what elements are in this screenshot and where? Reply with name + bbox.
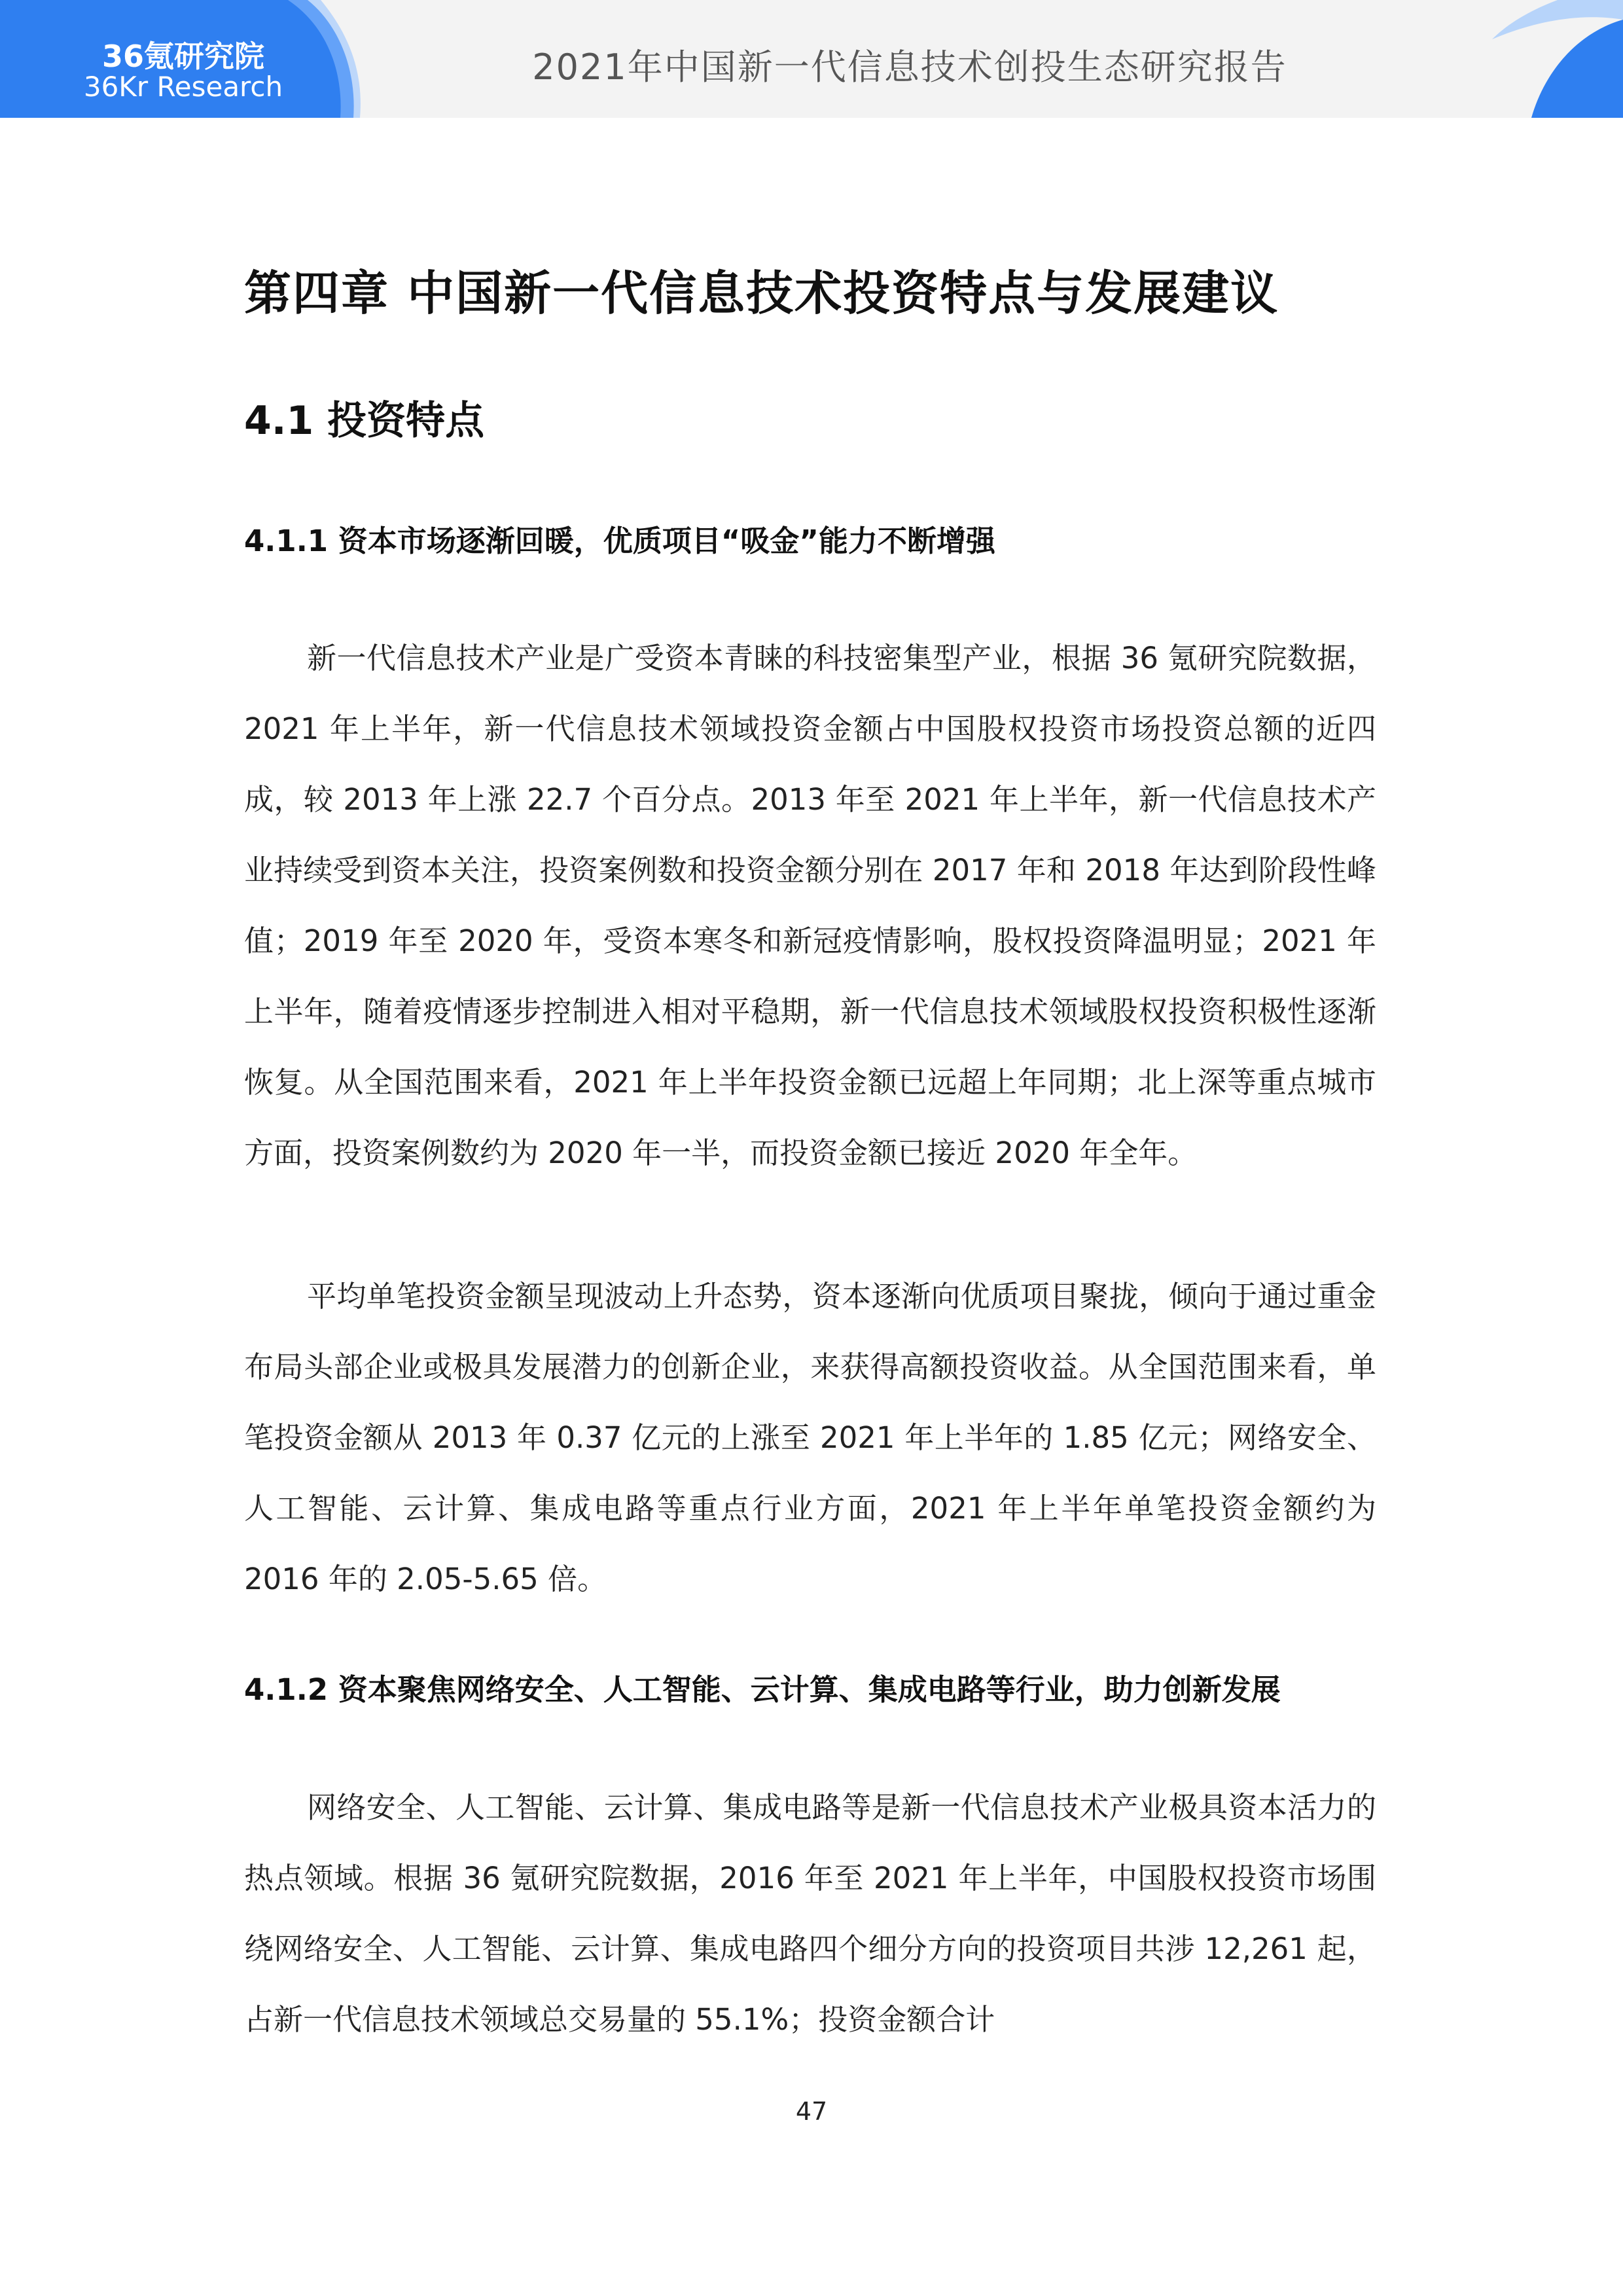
page-header (0, 0, 1623, 118)
section-title: 4.1 投资特点 (244, 398, 485, 444)
body-paragraph: 网络安全、人工智能、云计算、集成电路等是新一代信息技术产业极具资本活力的热点领域。根据 36 氪研究院数据，2016 年至 2021 年上半年，中国股权投资市场围绕网络安全、人工智能、云计算、集成电路四个细分方向的投资项目共涉 12,261 起，占新一代信息技术领域总交易量的 55.1%；投资金额合计 (244, 1790, 1376, 2037)
logo-english-name: 36Kr Research (83, 71, 283, 103)
body-paragraph: 新一代信息技术产业是广受资本青睐的科技密集型产业，根据 36 氪研究院数据，2021 年上半年，新一代信息技术领域投资金额占中国股权投资市场投资总额的近四成，较 2013 年上涨 22.7 个百分点。2013 年至 2021 年上半年，新一代信息技术产业持续受到资本关注，投资案例数和投资金额分别在 2017 年和 2018 年达到阶段性峰值；2019 年至 2020 年，受资本寒冬和新冠疫情影响，股权投资降温明显；2021 年上半年，随着疫情逐步控制进入相对平稳期，新一代信息技术领域股权投资积极性逐渐恢复。从全国范围来看，2021 年上半年投资金额已远超上年同期；北上深等重点城市方面，投资案例数约为 2020 年一半，而投资金额已接近 2020 年全年。 (244, 641, 1376, 1170)
chapter-title: 第四章 中国新一代信息技术投资特点与发展建议 (244, 266, 1279, 321)
subsection-title-4-1-2: 4.1.2 资本聚焦网络安全、人工智能、云计算、集成电路等行业，助力创新发展 (244, 1672, 1281, 1707)
body-paragraph: 平均单笔投资金额呈现波动上升态势，资本逐渐向优质项目聚拢，倾向于通过重金布局头部企业或极具发展潜力的创新企业，来获得高额投资收益。从全国范围来看，单笔投资金额从 2013 年 0.37 亿元的上涨至 2021 年上半年的 1.85 亿元；网络安全、人工智能、云计算、集成电路等重点行业方面，2021 年上半年单笔投资金额约为 2016 年的 2.05-5.65 倍。 (244, 1279, 1377, 1596)
subsection-title-4-1-1: 4.1.1 资本市场逐渐回暖，优质项目“吸金”能力不断增强 (244, 524, 995, 558)
report-title: 2021年中国新一代信息技术创投生态研究报告 (532, 46, 1287, 88)
corner-decoration-shape (1453, 0, 1623, 118)
logo-chinese-name: 36氪研究院 (101, 39, 264, 74)
page-number: 47 (795, 2097, 828, 2126)
